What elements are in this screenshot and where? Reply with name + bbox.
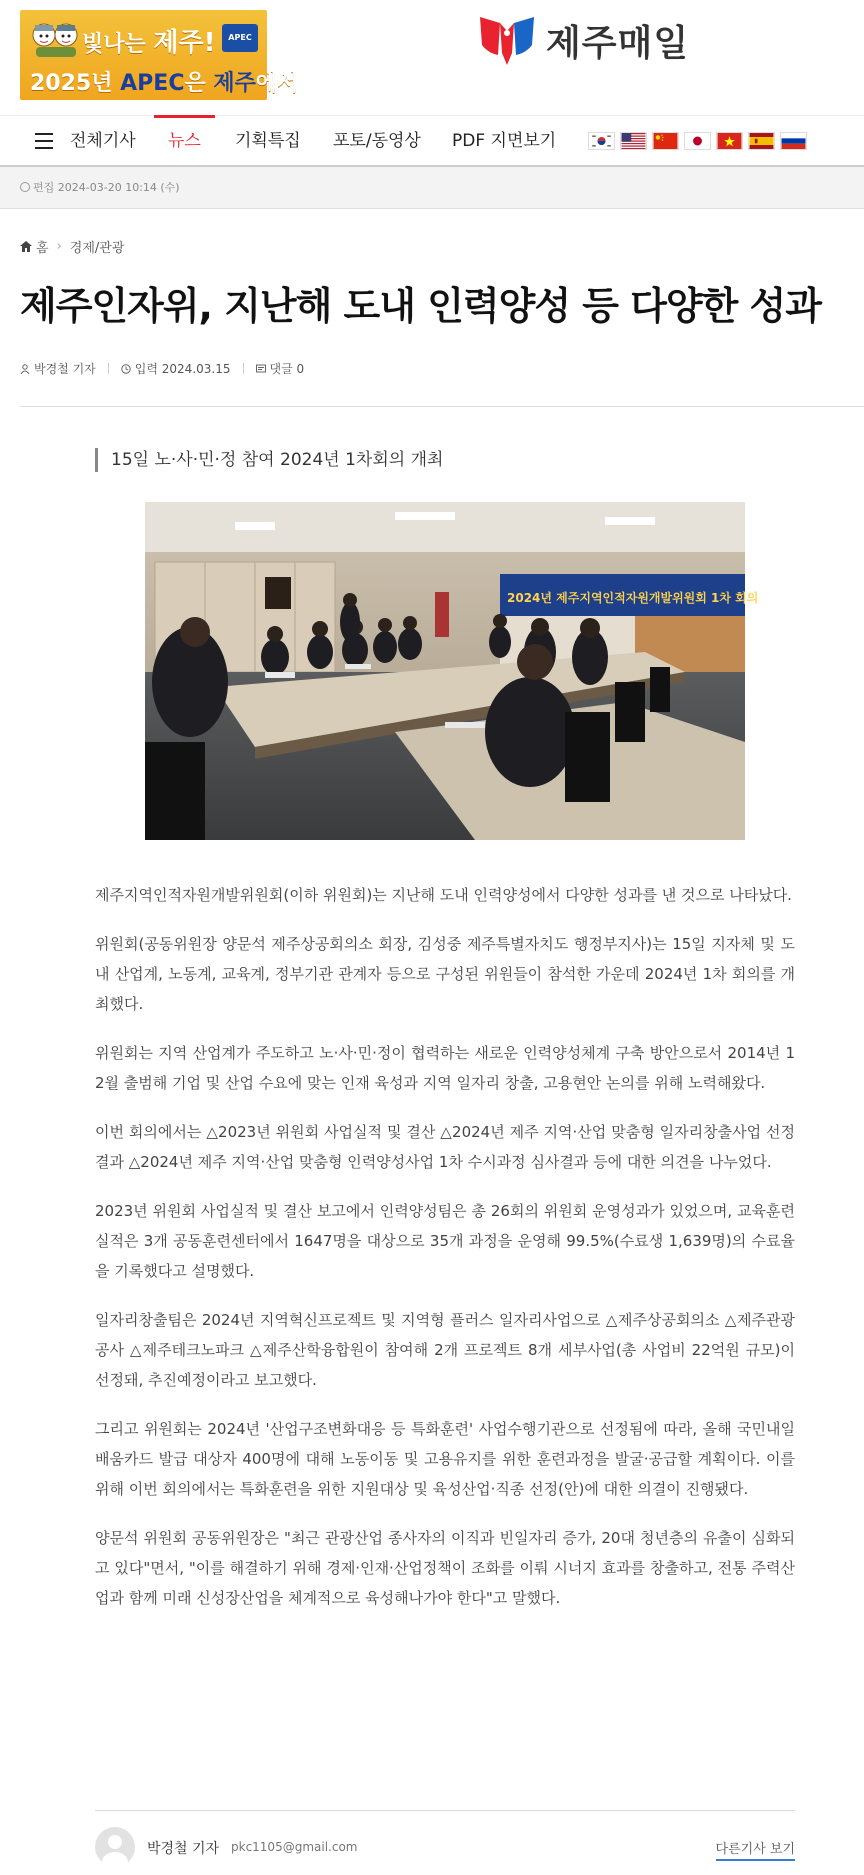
avatar <box>95 1827 135 1867</box>
more-articles-link[interactable]: 다른기사 보기 <box>716 1838 795 1861</box>
china-flag-icon[interactable] <box>652 132 679 150</box>
meeting-photo-illustration <box>145 502 759 840</box>
site-header <box>0 0 864 115</box>
russia-flag-icon[interactable] <box>780 132 807 150</box>
reporter-name[interactable]: 박경철 기자 <box>34 362 96 376</box>
japan-flag-icon[interactable] <box>684 132 711 150</box>
breadcrumb-home[interactable]: 홈 <box>36 241 49 256</box>
home-icon <box>20 241 32 252</box>
edit-info-bar <box>0 167 864 209</box>
banner-line1: 빛나는 제주! <box>82 28 216 58</box>
article-paragraph: 2023년 위원회 사업실적 및 결산 보고에서 인력양성팀은 총 26회의 위원회 운영성과가 있었으며, 교육훈련실적은 3개 공동훈련센터에서 1647명을 대상으로 35개 과정을 운영해 99.5%(수료생 1,639명)의 수료율을 기록했다고 설명했다. <box>95 1202 795 1280</box>
clock-icon <box>20 182 30 192</box>
article-paragraph: 위원회는 지역 산업계가 주도하고 노·사·민·정이 협력하는 새로운 인력양성체계 구축 방안으로서 2014년 12월 출범해 기업 및 산업 수요에 맞는 인재 육성과 지역 일자리 창출, 고용현안 논의를 위해 노력해왔다. <box>95 1044 795 1092</box>
title-divider <box>20 406 864 407</box>
jejumaeil-logo-icon <box>476 9 538 71</box>
comment-icon <box>256 364 266 374</box>
banner-line2: 2025년 APEC은 제주에서 <box>30 71 299 96</box>
usa-flag-icon[interactable] <box>620 132 647 150</box>
byline-divider <box>108 363 109 374</box>
korea-flag-icon[interactable] <box>588 132 615 150</box>
article-paragraph: 양문석 위원회 공동위원장은 "최근 관광산업 종사자의 이직과 빈일자리 증가, 20대 청년층의 유출이 심화되고 있다"면서, "이를 해결하기 위해 경제·인재·산업정책이 조화를 이뤄 시너지 효과를 창출하고, 전통 주력산업과 함께 미래 신성장산업을 체계적으로 육성해나가야 한다"고 말했다. <box>95 1529 795 1607</box>
main-nav <box>0 115 864 167</box>
nav-item-news[interactable]: 뉴스 <box>168 116 201 166</box>
author-email[interactable]: pkc1105@gmail.com <box>231 1840 358 1854</box>
nav-item-pdf[interactable]: PDF 지면보기 <box>452 131 557 151</box>
article-byline <box>20 360 304 377</box>
apec-promo-banner[interactable] <box>20 10 299 100</box>
vietnam-flag-icon[interactable] <box>716 132 743 150</box>
language-flags <box>588 132 807 150</box>
article-paragraph: 그리고 위원회는 2024년 '산업구조변화대응 등 특화훈련' 사업수행기관으로 선정됨에 따라, 올해 국민내일배움카드 발급 대상자 400명에 대해 노동이동 및 고용유지를 위한 훈련과정을 발굴·공급할 계획이다. 이를 위해 이번 회의에서는 특화훈련을 위한 지원대상 및 육성산업·직종 선정(안)에 대한 의결이 진행됐다. <box>95 1420 795 1498</box>
author-divider <box>95 1810 795 1811</box>
breadcrumb <box>20 237 124 256</box>
clock-icon <box>121 364 131 374</box>
site-logo[interactable] <box>476 8 689 72</box>
publish-date: 입력 2024.03.15 <box>134 362 231 376</box>
article-title: 제주인자위, 지난해 도내 인력양성 등 다양한 성과 <box>20 284 821 328</box>
article-paragraph: 제주지역인적자원개발위원회(이하 위원회)는 지난해 도내 인력양성에서 다양한 성과를 낸 것으로 나타났다. <box>95 886 792 904</box>
article-paragraph: 이번 회의에서는 △2023년 위원회 사업실적 및 결산 △2024년 제주 지역·산업 맞춤형 일자리창출사업 선정 결과 △2024년 제주 지역·산업 맞춤형 인력양성사업 1차 수시과정 심사결과 등에 대한 의견을 나누었다. <box>95 1123 795 1171</box>
spain-flag-icon[interactable] <box>748 132 775 150</box>
menu-icon[interactable] <box>35 133 53 149</box>
nav-item-all-articles[interactable]: 전체기사 <box>70 131 136 151</box>
comment-count[interactable]: 댓글 0 <box>269 362 305 376</box>
person-icon <box>20 364 30 374</box>
article-body <box>95 880 795 1632</box>
article-paragraph: 일자리창출팀은 2024년 지역혁신프로젝트 및 지역형 플러스 일자리사업으로 △제주상공회의소 △제주관광공사 △제주테크노파크 △제주산학융합원이 참여해 2개 프로젝트 8개 세부사업(총 사업비 22억원 규모)이 선정돼, 추진예정이라고 보고했다. <box>95 1311 795 1389</box>
breadcrumb-section[interactable]: 경제/관광 <box>69 241 125 256</box>
author-name[interactable]: 박경철 기자 <box>147 1841 220 1857</box>
mascot-icon <box>30 20 82 58</box>
nav-item-features[interactable]: 기획특집 <box>235 131 301 151</box>
photo-banner-text: 2024년 제주지역인적자원개발위원회 1차 회의 <box>507 591 759 605</box>
chevron-right-icon: › <box>56 239 62 254</box>
byline-divider <box>243 363 244 374</box>
author-box <box>95 1827 795 1867</box>
site-logo-text: 제주매일 <box>546 22 690 64</box>
nav-item-photo-video[interactable]: 포토/동영상 <box>333 131 421 151</box>
article-paragraph: 위원회(공동위원장 양문석 제주상공회의소 회장, 김성중 제주특별자치도 행정부지사)는 15일 지자체 및 도내 산업계, 노동계, 교육계, 정부기관 관계자 등으로 구성된 위원들이 참석한 가운데 2024년 1차 회의를 개최했다. <box>95 935 795 1013</box>
article-photo[interactable] <box>145 502 759 840</box>
apec-logo: APEC <box>222 24 258 52</box>
article-subtitle: 15일 노·사·민·정 참여 2024년 1차회의 개최 <box>95 448 443 472</box>
edit-datetime: 편집 2024-03-20 10:14 (수) <box>20 179 180 195</box>
